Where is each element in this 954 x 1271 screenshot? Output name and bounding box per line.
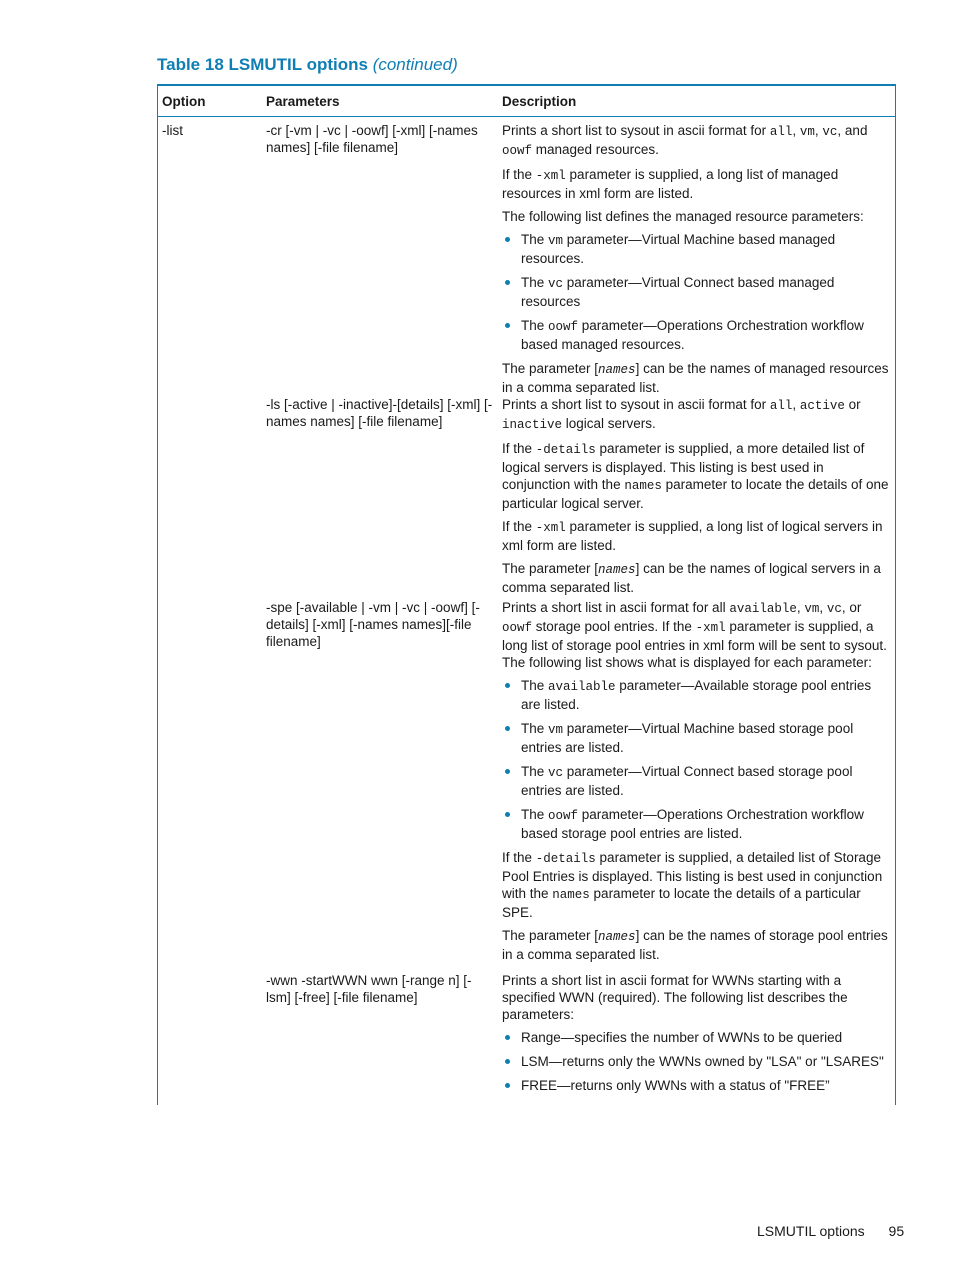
bullet-list <box>502 677 892 842</box>
desc-paragraph: The parameter [names] can be the names of logical servers in a comma separated list. <box>502 561 881 595</box>
params-spe: -spe [-available | -vm | -vc | -oowf] [-details] [-xml] [-names names][-file filename] <box>266 600 480 649</box>
caption-continued: (continued) <box>372 55 458 74</box>
list-item: FREE—returns only WWNs with a status of "FREE” <box>502 1077 892 1094</box>
bullet-list <box>502 1029 892 1094</box>
bullet-list <box>502 231 892 353</box>
desc-paragraph: Prints a short list in ascii format for all available, vm, vc, or oowf storage pool entries. If the -xml parameter is supplied, a long list of storage pool entries in xml form will be sent to sysout. The following list shows what is displayed for each parameter: <box>502 600 887 670</box>
table-header <box>158 84 895 117</box>
desc-paragraph: If the -details parameter is supplied, a detailed list of Storage Pool Entries is displayed. This listing is best used in conjunction with the names parameter to locate the details of a particular SPE. <box>502 850 883 920</box>
desc-ls <box>502 396 892 602</box>
params-wwn: -wwn -startWWN wwn [-range n] [-lsm] [-free] [-file filename] <box>266 973 472 1005</box>
page-number: 95 <box>888 1223 905 1239</box>
params-cr: -cr [-vm | -vc | -oowf] [-xml] [-names names] [-file filename] <box>266 123 478 155</box>
desc-spe <box>502 599 892 969</box>
header-description: Description <box>502 94 577 109</box>
list-item: The available parameter—Available storage pool entries are listed. <box>502 677 892 713</box>
desc-paragraph: Prints a short list to sysout in ascii format for all, active or inactive logical servers. <box>502 397 861 432</box>
list-item: The vm parameter—Virtual Machine based storage pool entries are listed. <box>502 720 892 756</box>
list-item: LSM—returns only the WWNs owned by "LSA" or "LSARES" <box>502 1053 892 1070</box>
desc-paragraph: The parameter [names] can be the names of managed resources in a comma separated list. <box>502 361 889 395</box>
desc-paragraph: Prints a short list to sysout in ascii format for all, vm, vc, and oowf managed resources. <box>502 123 868 158</box>
list-item: The oowf parameter—Operations Orchestration workflow based managed resources. <box>502 317 892 353</box>
desc-cr <box>502 122 892 402</box>
desc-paragraph: The parameter [names] can be the names of storage pool entries in a comma separated list. <box>502 928 888 962</box>
list-item: The vc parameter—Virtual Connect based managed resources <box>502 274 892 310</box>
desc-paragraph: The following list defines the managed resource parameters: <box>502 209 864 224</box>
options-table <box>157 84 896 1105</box>
list-item: The oowf parameter—Operations Orchestration workflow based storage pool entries are listed. <box>502 806 892 842</box>
page-footer <box>757 1223 904 1239</box>
caption-title: Table 18 LSMUTIL options <box>157 55 368 74</box>
header-parameters: Parameters <box>266 94 340 109</box>
desc-wwn <box>502 972 892 1101</box>
table-caption <box>157 55 458 75</box>
desc-paragraph: If the -xml parameter is supplied, a long list of logical servers in xml form are listed. <box>502 519 883 553</box>
option-cell: -list <box>162 123 183 138</box>
desc-paragraph: Prints a short list in ascii format for WWNs starting with a specified WWN (required). The following list describes the parameters: <box>502 973 848 1022</box>
header-option: Option <box>162 94 206 109</box>
desc-paragraph: If the -xml parameter is supplied, a long list of managed resources in xml form are listed. <box>502 167 839 201</box>
list-item: Range—specifies the number of WWNs to be queried <box>502 1029 892 1046</box>
params-ls: -ls [-active | -inactive]-[details] [-xml] [-names names] [-file filename] <box>266 397 493 429</box>
footer-section: LSMUTIL options <box>757 1223 865 1239</box>
list-item: The vc parameter—Virtual Connect based storage pool entries are listed. <box>502 763 892 799</box>
desc-paragraph: If the -details parameter is supplied, a more detailed list of logical servers is displayed. This listing is best used in conjunction with the names parameter to locate the details of one particular logical server. <box>502 441 889 511</box>
list-item: The vm parameter—Virtual Machine based managed resources. <box>502 231 892 267</box>
